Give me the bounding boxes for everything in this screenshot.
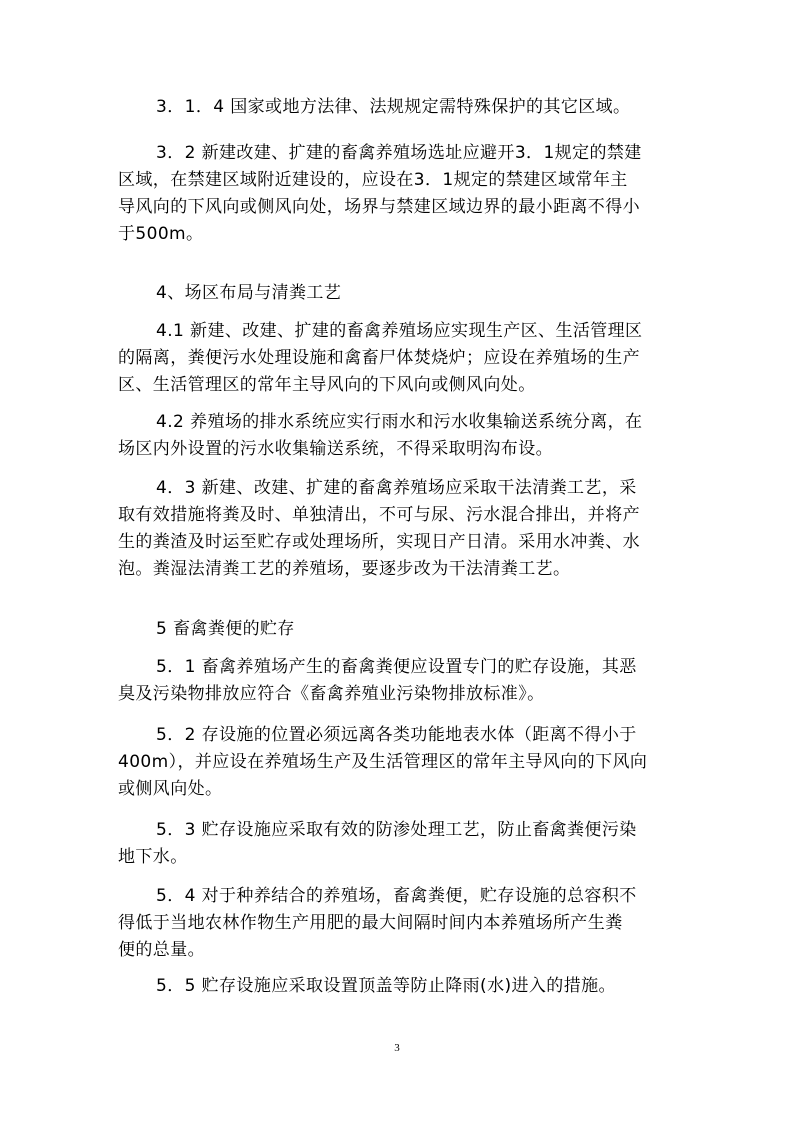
text-line: 取有效措施将粪及时、单独清出，不可与尿、污水混合排出，并将产 <box>118 505 640 525</box>
text-line: 地下水。 <box>118 847 188 867</box>
text-line: 便的总量。 <box>118 940 205 960</box>
text-line: 泡。粪湿法清粪工艺的养殖场，要逐步改为干法清粪工艺。 <box>118 559 571 579</box>
text-line: 4.2 养殖场的排水系统应实行雨水和污水收集输送系统分离，在 <box>156 412 643 432</box>
text-line: 4.1 新建、改建、扩建的畜禽养殖场应实现生产区、生活管理区 <box>156 321 643 341</box>
text-line: 于500m。 <box>118 224 204 244</box>
paragraph-4-3 <box>118 475 683 583</box>
text-line: 场区内外设置的污水收集输送系统，不得采取明沟布设。 <box>118 439 553 459</box>
paragraph-5-5 <box>118 973 683 1000</box>
text-line: 400m），并应设在养殖场生产及生活管理区的常年主导风向的下风向 <box>118 752 648 772</box>
text-line: 的隔离，粪便污水处理设施和禽畜尸体焚烧炉；应设在养殖场的生产 <box>118 348 640 368</box>
text-line: 区、生活管理区的常年主导风向的下风向或侧风向处。 <box>118 375 536 395</box>
text-line: 导风向的下风向或侧风向处，场界与禁建区域边界的最小距离不得小 <box>118 197 640 217</box>
text-line: 3．2 新建改建、扩建的畜禽养殖场选址应避开3．1规定的禁建 <box>156 143 642 163</box>
text-line: 5．2 存设施的位置必须远离各类功能地表水体（距离不得小于 <box>156 725 637 745</box>
text-line: 生的粪渣及时运至贮存或处理场所，实现日产日清。采用水冲粪、水 <box>118 532 640 552</box>
paragraph-3-1-4 <box>118 94 683 121</box>
section-heading-4: 4、场区布局与清粪工艺 <box>156 283 342 303</box>
paragraph-4-1 <box>118 318 683 399</box>
text-line: 得低于当地农林作物生产用肥的最大间隔时间内本养殖场所产生粪 <box>118 913 623 933</box>
paragraph-5-2 <box>118 722 683 803</box>
text-line: 臭及污染物排放应符合《畜禽养殖业污染物排放标准》。 <box>118 684 545 704</box>
text-line: 5．3 贮存设施应采取有效的防渗处理工艺，防止畜禽粪便污染 <box>156 820 637 840</box>
text-line: 3．1．4 国家或地方法律、法规规定需特殊保护的其它区域。 <box>156 97 631 117</box>
text-line: 5．4 对于种养结合的养殖场，畜禽粪便，贮存设施的总容积不 <box>156 886 637 906</box>
paragraph-5-1 <box>118 654 683 708</box>
paragraph-5-4 <box>118 883 683 964</box>
text-line: 5．1 畜禽养殖场产生的畜禽粪便应设置专门的贮存设施，其恶 <box>156 657 637 677</box>
paragraph-3-2 <box>118 140 683 248</box>
text-line: 或侧风向处。 <box>118 779 223 799</box>
text-line: 区域，在禁建区域附近建设的，应设在3．1规定的禁建区域常年主 <box>118 170 628 190</box>
paragraph-4-2 <box>118 409 683 463</box>
text-line: 4．3 新建、改建、扩建的畜禽养殖场应采取干法清粪工艺，采 <box>156 478 637 498</box>
paragraph-5-3 <box>118 817 683 871</box>
section-heading-5: 5 畜禽粪便的贮存 <box>156 619 295 639</box>
page-number: 3 <box>394 1042 400 1054</box>
text-line: 5．5 贮存设施应采取设置顶盖等防止降雨(水)进入的措施。 <box>156 976 616 996</box>
